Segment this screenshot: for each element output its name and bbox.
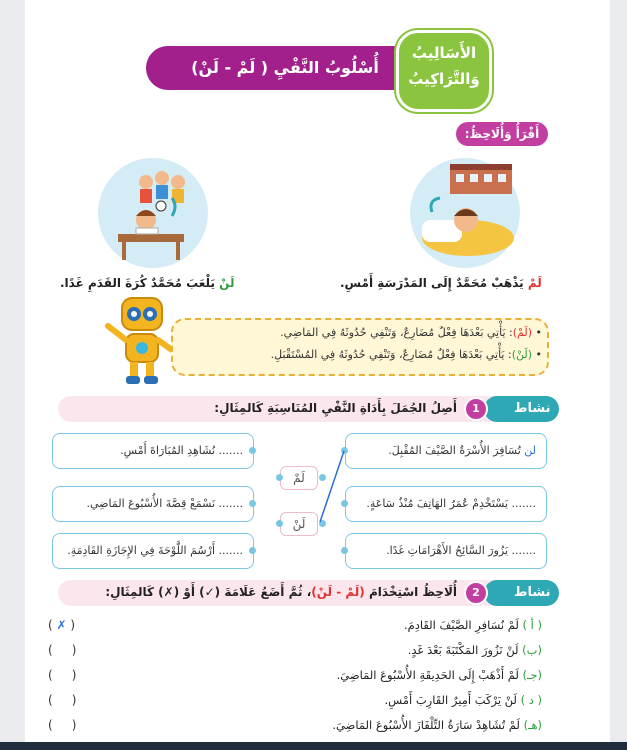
answer-slot-d[interactable]: ( )	[48, 693, 77, 707]
activity-1-tag: نشاط	[484, 396, 559, 422]
page-title: أُسْلُوبُ النَّفْيِ ( لَمْ - لَنْ)	[191, 58, 379, 77]
badge-line-1: الأَسَالِيبُ	[411, 44, 477, 62]
read-observe-label: أَقْرَأُ وَأُلَاحِظُ:	[456, 122, 548, 146]
match-left-1: ....... نُشَاهِدِ المُبَارَاةَ أَمْسِ.	[52, 433, 254, 469]
activity-2-tag: نشاط	[484, 580, 559, 606]
activity-2-number: 2	[464, 581, 488, 605]
answer-slot-c[interactable]: ( )	[48, 668, 77, 682]
activity-2-item-c: (جـ) لَمْ أَذْهَبْ إِلَى الحَدِيقَةِ الأُسْبُوعَ المَاضِيَ.	[336, 668, 542, 682]
activity-2-title: أُلَاحِظُ اسْتِخْدَامَ (لَمْ - لَنْ)، ثُمَّ أَضَعُ عَلَامَةَ (✓) أَوْ (✗) كَالمِثَالِ:	[105, 585, 457, 599]
example-sentence-right: لَمْ يَذْهَبْ مُحَمَّدٌ إِلَى المَدْرَسَةِ أَمْسِ.	[340, 276, 542, 290]
activity-1-number: 1	[464, 397, 488, 421]
answer-slot-a[interactable]: ( ✗ )	[48, 618, 76, 632]
match-right-2: ....... يَسْتَخْدِمْ عُمَرُ الهَاتِفَ مُنْذُ سَاعَةٍ.	[345, 486, 547, 522]
answer-slot-b[interactable]: ( )	[48, 643, 77, 657]
bottom-edge	[0, 742, 627, 750]
activity-2-item-a: ( أ ) لَمْ نُسَافِرِ الصَّيْفَ القَادِمَ.	[403, 618, 542, 632]
activity-2-item-d: ( د ) لَنْ يَرْكَبَ أَمِيرٌ القَارِبَ أَمْسِ.	[384, 693, 542, 707]
match-left-3: ....... أَرْسُمَ اللَّوْحَةَ فِي الإِجَازَةِ القَادِمَةِ.	[52, 533, 254, 569]
example-sentence-left: لَنْ يَلْعَبَ مُحَمَّدٌ كُرَةَ القَدَمِ غَدًا.	[60, 276, 235, 290]
activity-1-title: أَصِلُ الجُمَلَ بِأَدَاةِ النَّفْيِ المُنَاسِبَةِ كَالمِثَالِ:	[214, 401, 457, 415]
rule-lam: • (لَمْ): يَأْتِي بَعْدَهَا فِعْلٌ مُضَارِعٌ، وَتَنْفِي حُدُوثَهُ فِي المَاضِي.	[280, 326, 542, 339]
choice-lan[interactable]: لَنْ	[280, 512, 318, 536]
choice-lam[interactable]: لَمْ	[280, 466, 318, 490]
badge-line-2: وَالتَّرَاكِيبُ	[408, 70, 480, 88]
match-left-2: ....... نَسْمَعْ قِصَّةَ الأُسْبُوعَ المَاضِي.	[52, 486, 254, 522]
answer-slot-e[interactable]: ( )	[48, 718, 77, 732]
activity-2-item-e: (هـ) لَمْ تُشَاهِدْ سَارَةُ التِّلْفَازَ الأُسْبُوعَ المَاضِيَ.	[332, 718, 542, 732]
rule-lan: • (لَنْ): يَأْتِي بَعْدَهَا فِعْلٌ مُضَارِعٌ، وَتَنْفِي حُدُوثَهُ فِي المُسْتَقْبَلِ.	[270, 348, 542, 361]
activity-2-item-b: (ب) لَنْ نَزُورَ المَكْتَبَةَ بَعْدَ غَدٍ.	[407, 643, 542, 657]
match-right-1: لن تُسَافِرَ الأُسْرَةُ الصَّيْفَ المُقْبِلَ.	[345, 433, 547, 469]
match-right-3: ....... يَزُورَ السَّائِحُ الأَهْرَامَاتِ غَدًا.	[345, 533, 547, 569]
